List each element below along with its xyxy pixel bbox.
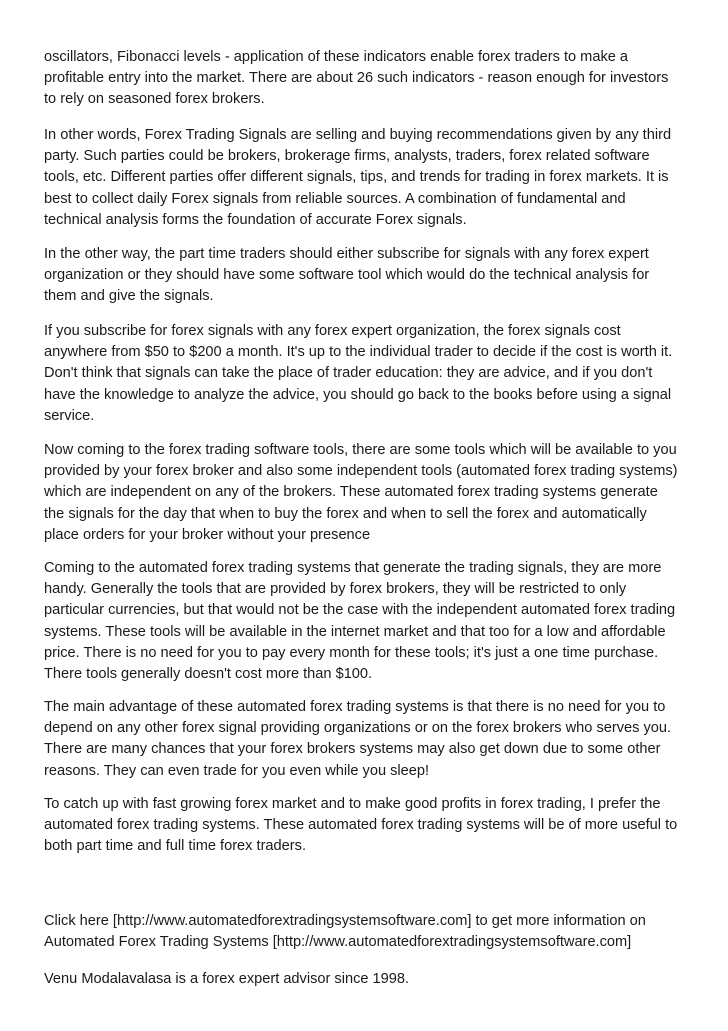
text-line: which are independent on any of the brokers. These automated forex trading systems generate bbox=[44, 484, 658, 501]
text-line: the signals for the day that when to buy the forex and when to sell the forex and automatically bbox=[44, 505, 647, 522]
text-line: automated forex trading systems. These automated forex trading systems will be of more useful to bbox=[44, 817, 678, 834]
text-line: There tools generally doesn't cost more than $100. bbox=[44, 666, 373, 683]
paragraph-software-tools bbox=[44, 440, 704, 546]
text-line: have the knowledge to analyze the advice, you should go back to the books before using a signal bbox=[44, 386, 672, 403]
text-line: reasons. They can even trade for you even while you sleep! bbox=[44, 762, 430, 779]
text-line: Venu Modalavalasa is a forex expert advisor since 1998. bbox=[44, 971, 410, 987]
text-line: them and give the signals. bbox=[44, 288, 214, 305]
text-line: both part time and full time forex traders. bbox=[44, 838, 306, 855]
text-line: place orders for your broker without your presence bbox=[44, 526, 371, 543]
text-line: Click here [http://www.automatedforextradingsystemsoftware.com] to get more information on bbox=[44, 913, 646, 929]
text-line: oscillators, Fibonacci levels - application of these indicators enable forex traders to make a bbox=[44, 49, 629, 65]
paragraph-conclusion bbox=[44, 794, 704, 858]
text-line: Don't think that signals can take the place of trader education: they are advice, and if you don't bbox=[44, 365, 653, 382]
text-line: In the other way, the part time traders should either subscribe for signals with any forex expert bbox=[44, 246, 649, 262]
text-line: If you subscribe for forex signals with any forex expert organization, the forex signals cost bbox=[44, 323, 621, 339]
text-line: provided by your forex broker and also some independent tools (automated forex trading systems) bbox=[44, 463, 678, 480]
text-line: systems. These tools will be available in the internet market and that too for a low and affordable bbox=[44, 623, 666, 640]
text-line: handy. Generally the tools that are provided by forex brokers, they will be restricted to only bbox=[44, 581, 627, 598]
text-line: particular currencies, but that would not be the case with the independent automated forex trading bbox=[44, 602, 676, 619]
text-line: To catch up with fast growing forex market and to make good profits in forex trading, I prefer the bbox=[44, 796, 661, 812]
text-line: profitable entry into the market. There are about 26 such indicators - reason enough for investors bbox=[44, 70, 669, 87]
text-line: price. There is no need for you to pay every month for these tools; it's just a one time purchase. bbox=[44, 644, 659, 661]
text-line: tools, etc. Different parties offer different signals, tips, and trends for trading in forex markets. It is bbox=[44, 169, 669, 186]
text-line: depend on any other forex signal providing organizations or on the forex brokers who serves you. bbox=[44, 720, 672, 737]
text-line: Automated Forex Trading Systems [http://www.automatedforextradingsystemsoftware.com] bbox=[44, 934, 632, 951]
text-line: anywhere from $50 to $200 a month. It's up to the individual trader to decide if the cost is worth it. bbox=[44, 344, 673, 361]
paragraph-forex-signals-definition bbox=[44, 125, 704, 231]
text-line: technical analysis forms the foundation of accurate Forex signals. bbox=[44, 211, 467, 228]
text-line: to rely on seasoned forex brokers. bbox=[44, 91, 265, 108]
text-line: Now coming to the forex trading software tools, there are some tools which will be available to you bbox=[44, 442, 677, 458]
paragraph-automated-systems bbox=[44, 558, 704, 685]
text-line: organization or they should have some software tool which would do the technical analysis for bbox=[44, 267, 650, 284]
paragraph-links bbox=[44, 911, 704, 953]
paragraph-indicators bbox=[44, 47, 704, 111]
text-line: best to collect daily Forex signals from reliable sources. A combination of fundamental and bbox=[44, 190, 626, 207]
paragraph-author-bio bbox=[44, 969, 704, 990]
text-line: party. Such parties could be brokers, brokerage firms, analysts, traders, forex related software bbox=[44, 148, 650, 165]
text-line: Coming to the automated forex trading systems that generate the trading signals, they are more bbox=[44, 560, 662, 576]
text-line: service. bbox=[44, 407, 95, 424]
text-line: There are many chances that your forex brokers systems may also get down due to some other bbox=[44, 741, 661, 758]
paragraph-main-advantage bbox=[44, 697, 704, 782]
text-line: In other words, Forex Trading Signals are selling and buying recommendations given by any third bbox=[44, 127, 672, 143]
paragraph-signal-cost bbox=[44, 321, 704, 427]
paragraph-part-time-traders bbox=[44, 244, 704, 308]
text-line: The main advantage of these automated forex trading systems is that there is no need for you to bbox=[44, 699, 666, 715]
